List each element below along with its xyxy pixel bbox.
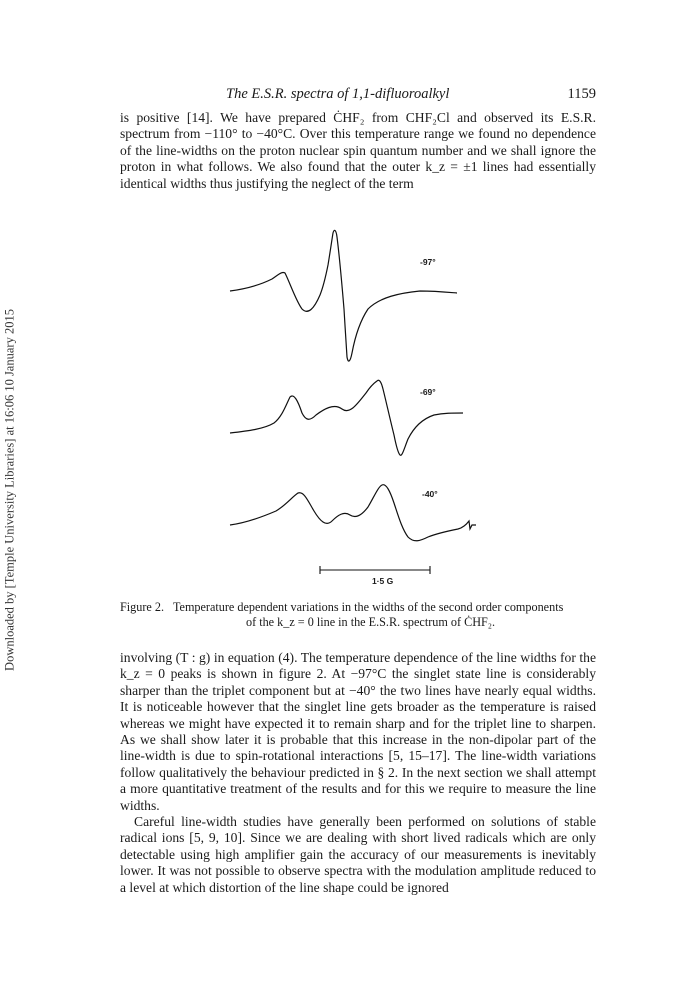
top-paragraph-text: is positive [14]. We have prepared ĊHF₂ from CHF₂Cl and observed its E.S.R. spectrum from −110° to −40°C. Over this temperature range we found no dependence of the line-widths on the proton nuclear spin quantum number and we shall ignore the proton in what follows. We also found that the outer k_z = ±1 lines had essentially identical widths thus justifying the neglect of the term xyxy=(120,110,596,191)
trace-label-minus-40: -40° xyxy=(422,489,438,499)
trace-label-minus-97: -97° xyxy=(420,257,436,267)
caption-line-2: of the k_z = 0 line in the E.S.R. spectrum of ĊHF₂. xyxy=(246,614,496,629)
running-title: The E.S.R. spectra of 1,1-difluoroalkyl xyxy=(226,86,450,102)
bottom-paragraph-2: Careful line-width studies have generally been performed on solutions of stable radical ions [5, 9, 10]. Since we are dealing with short lived radicals which are only detectable using high amplifier gain the accuracy of our measurements is inevitably lower. It was not possible to observe spectra with the modulation amplitude reduced to a level at which distortion of the line shape could be ignored xyxy=(120,814,596,895)
esr-spectra-plot xyxy=(220,225,500,585)
caption-line-1: Temperature dependent variations in the widths of the second order components xyxy=(172,600,564,614)
page-number: 1159 xyxy=(567,86,596,102)
download-watermark-text: Downloaded by [Temple University Libraries] at 16:06 10 January 2015 xyxy=(2,309,17,671)
caption-label: Figure 2. xyxy=(120,600,165,614)
figure-caption xyxy=(120,600,596,629)
bottom-paragraph-1: involving (T : g) in equation (4). The temperature dependence of the line widths for the k_z = 0 peaks is shown in figure 2. At −97°C the singlet state line is considerably sharper than the triplet component but at −40° the two lines have nearly equal widths. It is noticeable however that the singlet line gets broader as the temperature is raised whereas we might have expected it to remain sharp and for the triplet line to sharpen. As we shall show later it is probable that this increase in the non-dipolar part of the line-width is due to spin-rotational interactions [5, 15–17]. The line-width variations follow qualitatively the behaviour predicted in § 2. In the next section we shall attempt a more quantitative treatment of the results and for this we require to measure the line widths. xyxy=(120,650,596,813)
top-paragraph xyxy=(120,110,596,192)
trace-label-minus-69: -69° xyxy=(420,387,436,397)
scale-bar-label: 1·5 G xyxy=(372,576,394,586)
download-watermark xyxy=(0,300,20,680)
esr-trace-minus-97 xyxy=(230,230,457,361)
esr-trace-minus-40 xyxy=(230,485,476,541)
figure-2 xyxy=(220,225,500,585)
bottom-text xyxy=(120,650,596,896)
